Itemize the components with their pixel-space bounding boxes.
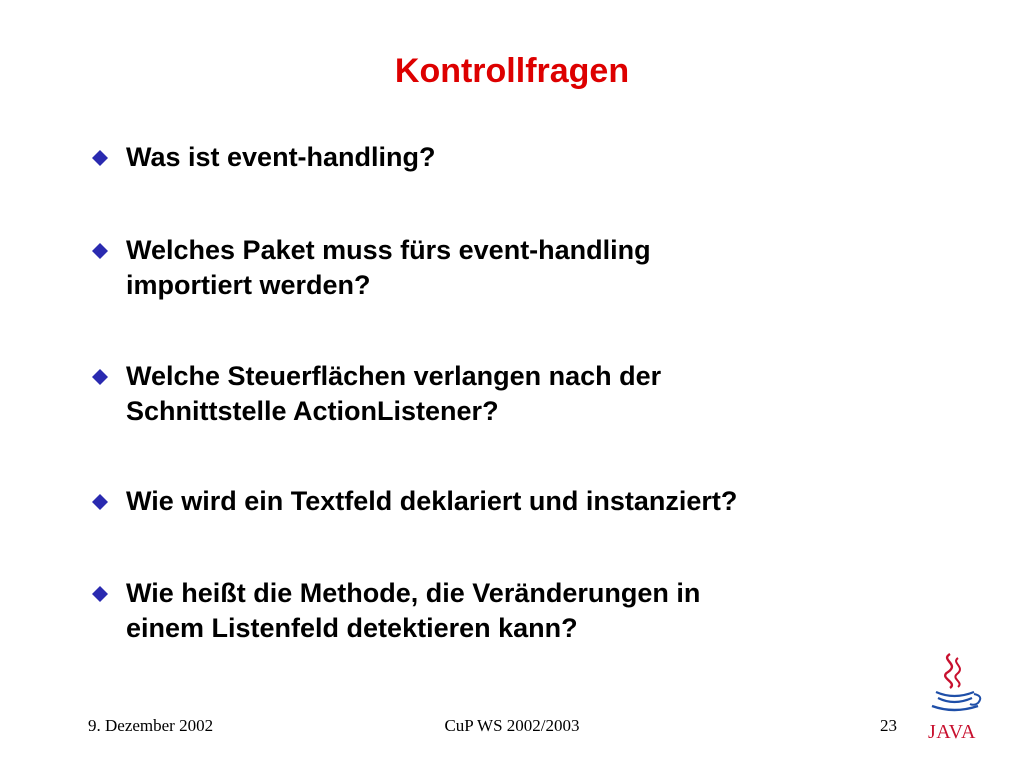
bullet-text: Welche Steuerflächen verlangen nach der Schnittstelle ActionListener? — [126, 361, 662, 426]
bullet-text: Was ist event-handling? — [126, 142, 436, 172]
bullet-item — [92, 233, 952, 303]
bullet-item — [92, 359, 952, 429]
java-coffee-cup-icon — [924, 650, 986, 742]
diamond-bullet-icon — [92, 233, 126, 259]
page-number: 23 — [880, 716, 897, 735]
slide-title: Kontrollfragen — [394, 52, 630, 90]
bullet-text: Wie heißt die Methode, die Veränderungen in einem Listenfeld detektieren kann? — [126, 578, 701, 643]
diamond-bullet-icon — [92, 140, 126, 166]
diamond-bullet-icon — [92, 359, 126, 385]
diamond-bullet-icon — [92, 484, 126, 510]
bullet-item — [92, 140, 952, 175]
java-logo — [924, 650, 986, 742]
java-logo-text: JAVA — [928, 721, 976, 742]
diamond-bullet-icon — [92, 576, 126, 602]
footer-course: CuP WS 2002/2003 — [444, 716, 580, 735]
bullet-text: Wie wird ein Textfeld deklariert und instanziert? — [126, 486, 738, 516]
bullet-item — [92, 576, 952, 646]
bullet-text: Welches Paket muss fürs event-handling importiert werden? — [126, 235, 651, 300]
bullet-item — [92, 484, 952, 519]
footer-date: 9. Dezember 2002 — [88, 716, 214, 735]
